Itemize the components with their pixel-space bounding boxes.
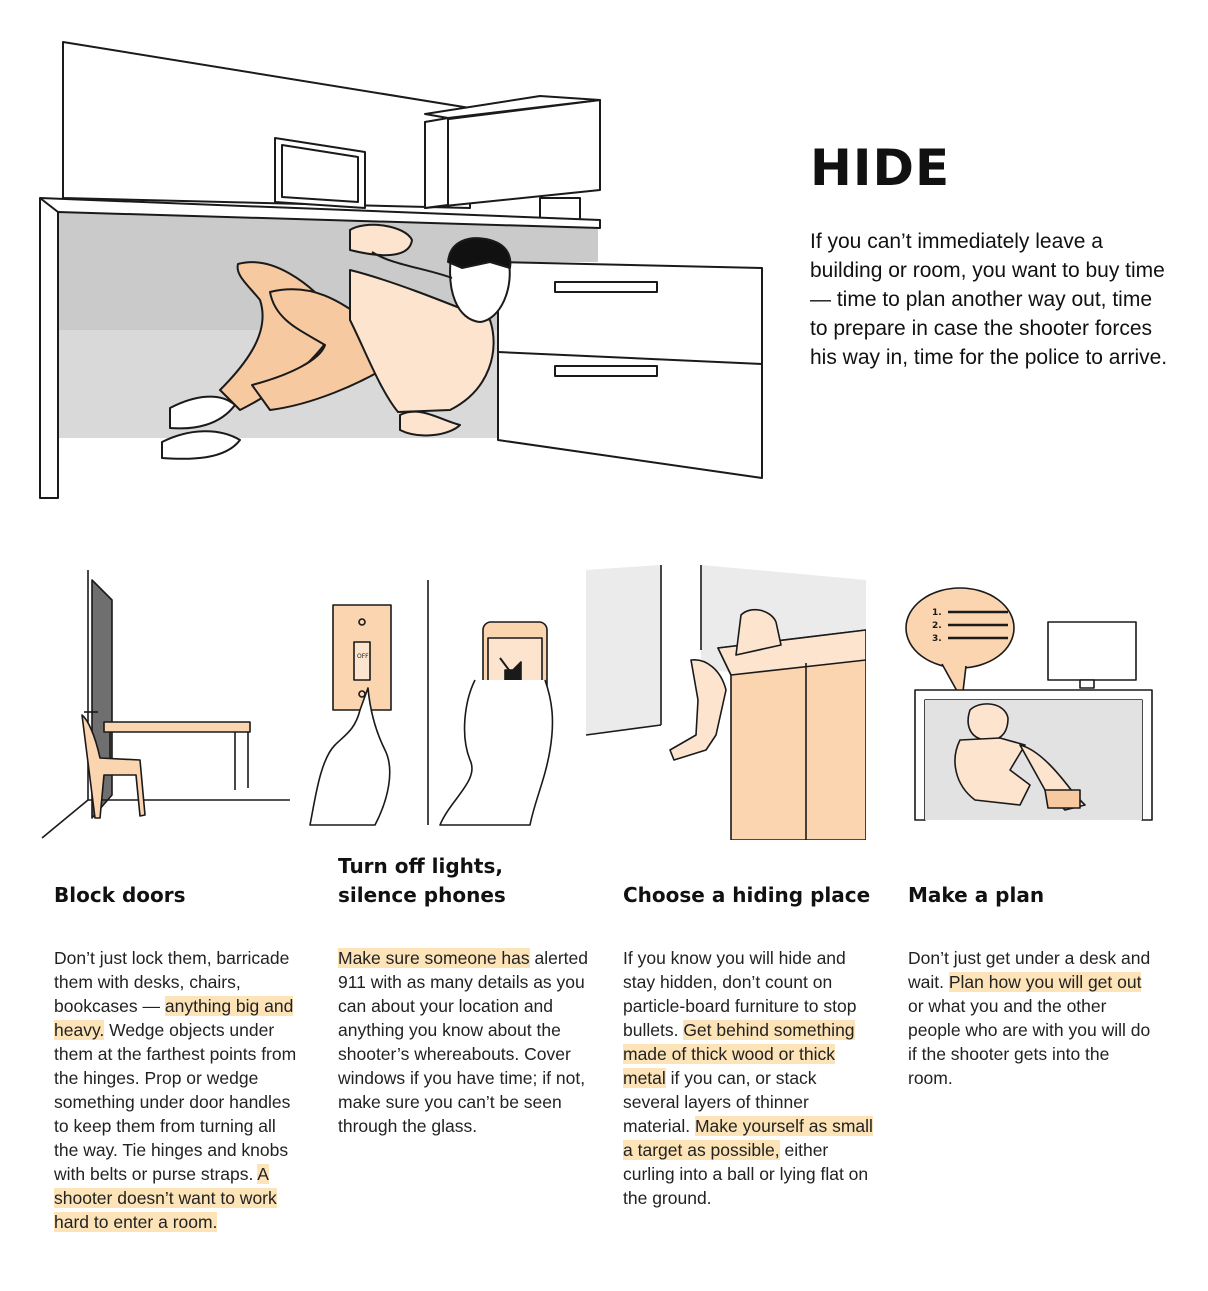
tip-highlight: Plan how you will get out — [948, 972, 1142, 992]
switch-off-label: OFF — [357, 653, 369, 660]
tip-text: If you know you will hide and stay hidden, don’t count on particle-board furniture to stop bullets. — [623, 948, 857, 1040]
tip-highlight: anything big and heavy. — [54, 996, 294, 1040]
intro-text: If you can’t immediately leave a building or room, you want to buy time — time to plan another way out, time to prepare in case the shooter forces his way in, time for the police to arrive. — [810, 230, 1168, 369]
tip-make-plan — [908, 852, 1158, 1090]
tip-text: if you can, or stack several layers of thinner material. — [623, 1068, 817, 1136]
tip-body — [623, 946, 873, 1210]
tip-text: Wedge objects under them at the farthest points from the hinges. Prop or wedge something under door handles to keep them from turning all the way. Tie hinges and knobs with belts or purse straps. — [54, 1020, 297, 1184]
tip-text: or what you and the other people who are with you will do if the shooter gets into the room. — [908, 996, 1151, 1088]
tip-heading: Turn off lights, silence phones — [338, 854, 506, 907]
tip-lights-phones — [338, 852, 588, 1138]
tip-highlight: Make yourself as small a target as possible, — [623, 1116, 873, 1160]
block-doors-illustration — [40, 560, 300, 840]
hero-illustration — [20, 30, 800, 510]
tip-highlight: Get behind something made of thick wood or thick metal — [623, 1020, 855, 1088]
tip-hiding-place — [623, 852, 873, 1210]
tip-body — [338, 946, 588, 1138]
plan-list-item: 2. — [932, 621, 942, 631]
tip-highlight: A shooter doesn’t want to work hard to enter a room. — [54, 1164, 277, 1232]
lights-phones-illustration — [300, 560, 580, 840]
plan-list-item: 3. — [932, 634, 942, 644]
tip-text: alerted 911 with as many details as you can about your location and anything you know about the shooter’s whereabouts. Cover windows if you have time; if not, make sure you can’t be seen through the glass. — [338, 948, 589, 1136]
tip-body — [54, 946, 304, 1234]
hiding-place-illustration — [586, 560, 866, 840]
tip-block-doors — [54, 852, 304, 1234]
tip-body — [908, 946, 1158, 1090]
tip-heading: Choose a hiding place — [623, 883, 871, 907]
tip-text: either curling into a ball or lying flat on the ground. — [623, 1140, 869, 1208]
tip-heading: Block doors — [54, 883, 186, 907]
tip-text: Don’t just lock them, barricade them with desks, chairs, bookcases — — [54, 948, 290, 1016]
make-plan-illustration — [880, 560, 1170, 840]
plan-list-item: 1. — [932, 608, 942, 618]
tip-text: Don’t just get under a desk and wait. — [908, 948, 1151, 992]
tip-heading: Make a plan — [908, 883, 1045, 907]
page-title: HIDE — [810, 139, 951, 197]
tip-highlight: Make sure someone has — [338, 948, 530, 968]
